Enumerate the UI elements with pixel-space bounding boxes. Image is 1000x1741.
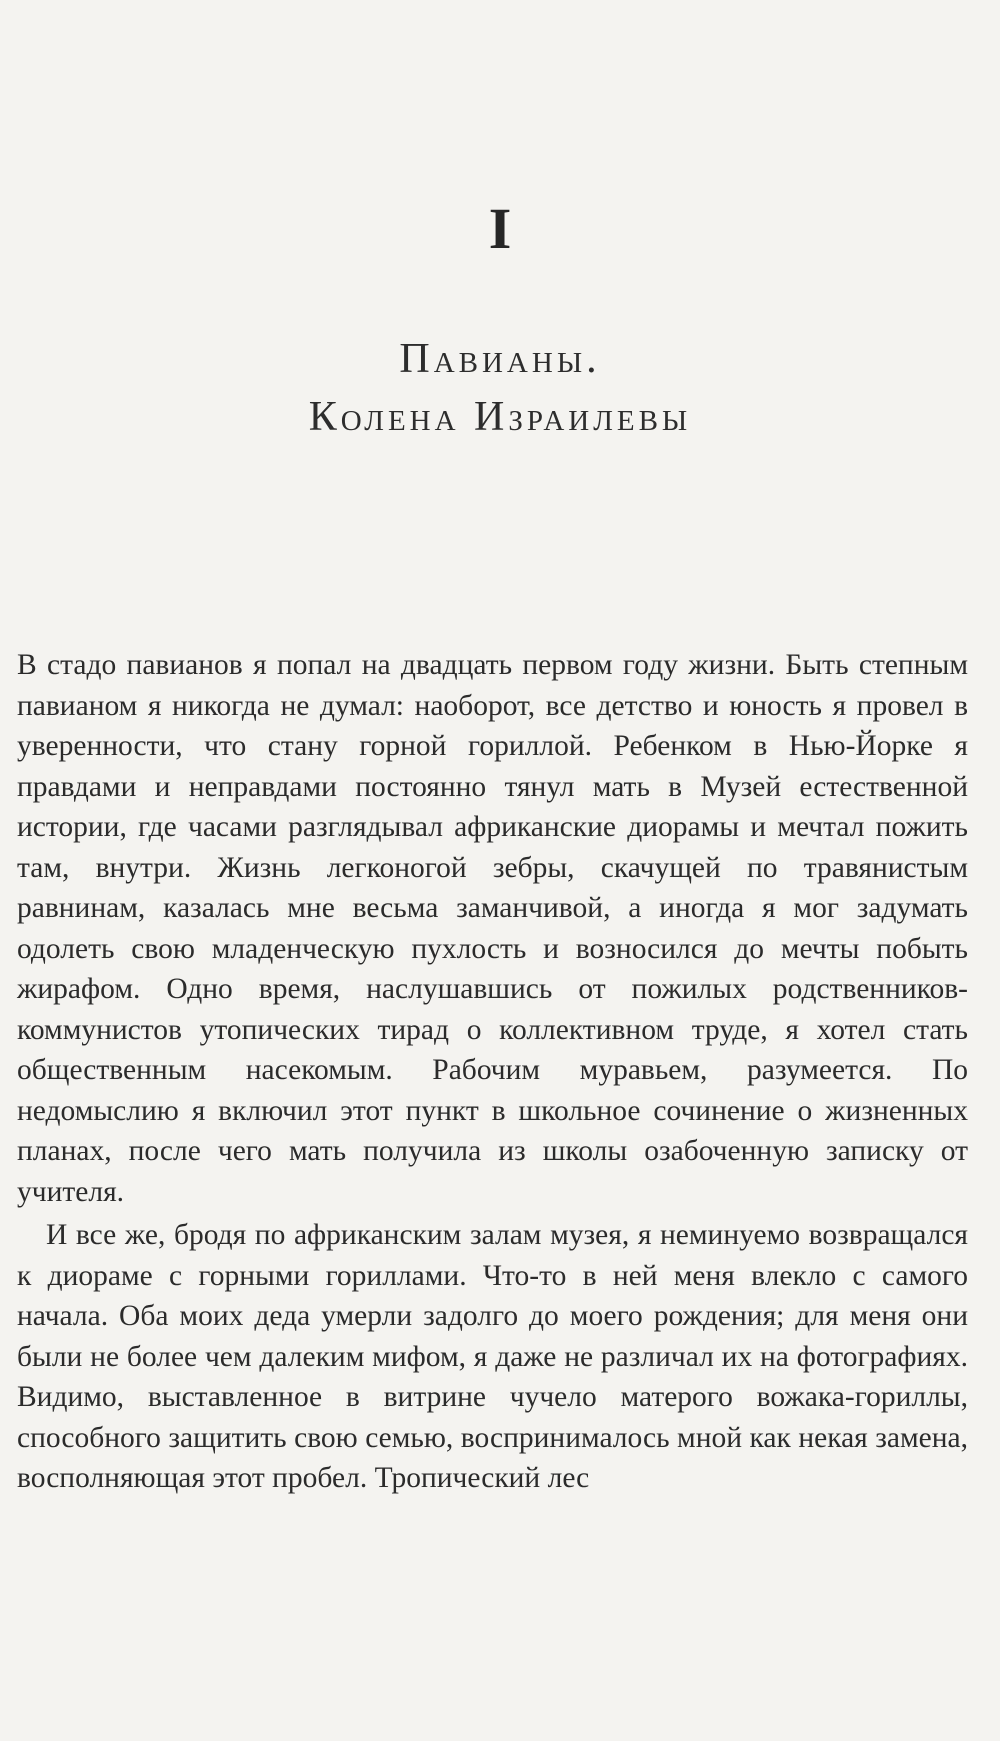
body-text — [17, 645, 968, 1499]
paragraph-1: В стадо павианов я попал на двадцать первом году жизни. Быть степным павианом я никогда не думал: наоборот, все детство и юность я провел в уверенности, что стану горной гориллой. Ребенком в Нью-Йорке я правдами и неправдами постоянно тянул мать в Музей естественной истории, где часами разглядывал африканские диорамы и мечтал пожить там, внутри. Жизнь легконогой зебры, скачущей по травянистым равнинам, казалась мне весьма заманчивой, а иногда я мог задумать одолеть свою младенческую пухлость и возносился до мечты побыть жирафом. Одно время, наслушавшись от пожилых родственников-коммунистов утопических тирад о коллективном труде, я хотел стать общественным насекомым. Рабочим муравьем, разумеется. По недомыслию я включил этот пункт в школьное сочинение о жизненных планах, после чего мать получила из школы озабоченную записку от учителя. — [17, 649, 968, 1208]
chapter-title-line-2: Колена Израилевы — [308, 394, 692, 440]
paragraph-2: И все же, бродя по африканским залам музея, я неминуемо возвращался к диораме с горными гориллами. Что-то в ней меня влекло с самого начала. Оба моих деда умерли задолго до моего рождения; для меня они были не более чем далеким мифом, я даже не различал их на фотографиях. Видимо, выставленное в витрине чучело матерого вожака-гориллы, способного защитить свою семью, воспринималось мной как некая замена, восполняющая этот пробел. Тропический лес — [17, 1219, 968, 1494]
chapter-title — [0, 330, 1000, 446]
chapter-title-line-1: Павианы. — [399, 336, 601, 382]
chapter-number: I — [488, 196, 512, 261]
